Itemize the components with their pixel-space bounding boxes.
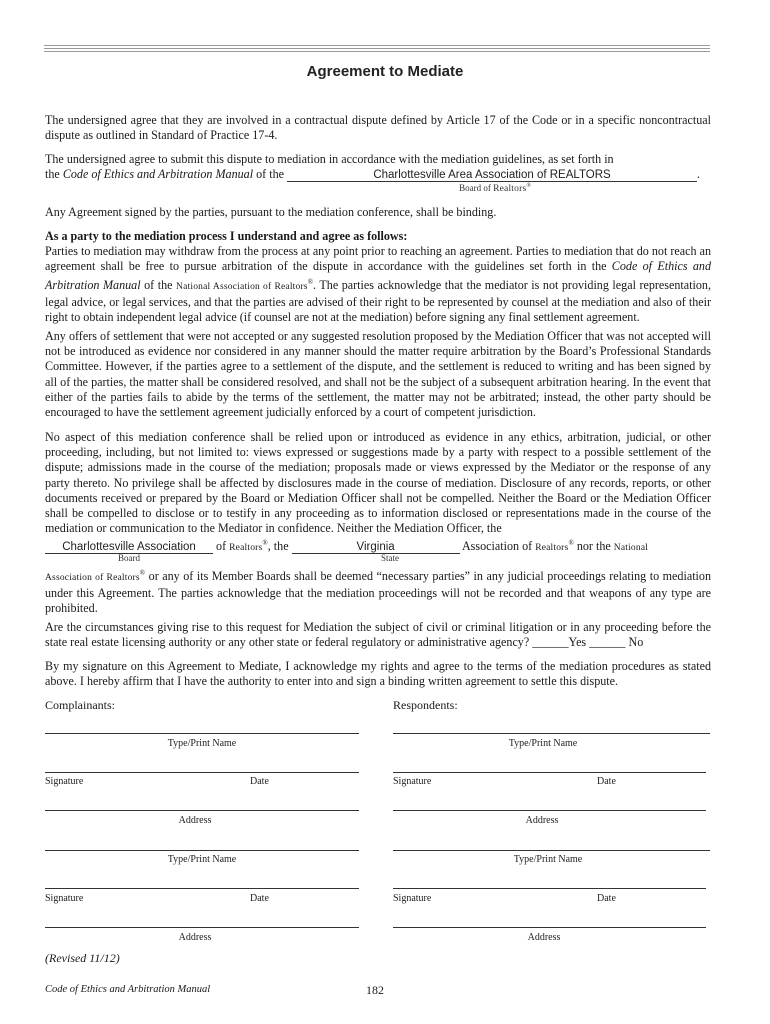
complainant-1-address-line[interactable] bbox=[45, 810, 359, 811]
signature-label: Signature bbox=[393, 776, 432, 787]
paragraph-line: The undersigned agree to submit this dispute to mediation in accordance with the mediation guidelines, as set forth in bbox=[45, 152, 614, 166]
complainant-1-name-line[interactable] bbox=[45, 733, 359, 734]
complainant-2-address-line[interactable] bbox=[45, 927, 359, 928]
respondent-2-signature-line[interactable] bbox=[393, 888, 706, 889]
respondent-1-name-line[interactable] bbox=[393, 733, 710, 734]
signature-label: Signature bbox=[45, 893, 84, 904]
type-print-name-label: Type/Print Name bbox=[167, 738, 237, 749]
paragraph-litigation-question: Are the circumstances giving rise to this request for Mediation the subject of civil or criminal litigation or in any proceeding before the state real estate licensing authority or any other state or federal regulatory or administrative agency? ______Yes ______ No bbox=[45, 620, 711, 650]
paragraph-signature-acknowledgement: By my signature on this Agreement to Mediate, I acknowledge my rights and agree to the terms of the mediation procedures as stated above. I hereby affirm that I have the authority to enter into and sign a binding written agreement to settle this dispute. bbox=[45, 659, 711, 689]
manual-title: Code of Ethics and Arbitration Manual bbox=[45, 259, 711, 292]
board-field[interactable]: Charlottesville Association bbox=[45, 541, 213, 554]
paragraph-submit-to-mediation bbox=[45, 152, 711, 182]
board-caption: Board bbox=[118, 553, 140, 563]
manual-title: Code of Ethics and Arbitration Manual bbox=[62, 167, 254, 182]
header-rule-bottom bbox=[44, 51, 710, 52]
complainant-1-signature-line[interactable] bbox=[45, 772, 359, 773]
signature-label: Signature bbox=[45, 776, 84, 787]
respondent-2-name-line[interactable] bbox=[393, 850, 710, 851]
address-label: Address bbox=[525, 815, 559, 826]
page-title: Agreement to Mediate bbox=[306, 63, 464, 80]
respondent-1-signature-line[interactable] bbox=[393, 772, 706, 773]
type-print-name-label: Type/Print Name bbox=[508, 738, 578, 749]
board-caption: Board of Realtors® bbox=[459, 183, 531, 194]
state-field[interactable]: Virginia bbox=[292, 541, 460, 554]
header-rule-top bbox=[44, 45, 710, 46]
address-label: Address bbox=[178, 815, 212, 826]
date-label: Date bbox=[597, 776, 616, 787]
board-name-field[interactable]: Charlottesville Area Association of REALTORS bbox=[287, 169, 697, 182]
date-label: Date bbox=[250, 893, 269, 904]
paragraph-line: the Code of Ethics and Arbitration Manual of the Charlottesville Area Association of REALTORS . bbox=[45, 167, 701, 182]
yes-blank[interactable]: ______ bbox=[532, 635, 569, 650]
respondents-heading: Respondents: bbox=[393, 698, 458, 712]
paragraph-confidentiality: No aspect of this mediation conference shall be relied upon or introduced as evidence in any ethics, arbitration, judicial, or other proceeding, including, but not limited to: views expressed or suggestions made by a party with respect to a possible settlement of the dispute; admissions made in the course of the mediation; proposals made or views expressed by the Mediator or the response of any party thereto. No privilege shall be affected by disclosures made in the course of mediation. Disclosure of any records, reports, or other documents received or prepared by the Board or Mediation Officer shall not be compelled. Neither the Board or the Mediation Officer shall be compelled to disclose or to testify in any proceeding as to information disclosed or representations made in the course of the mediation or communication to the Mediator in confidence. Neither the Mediation Officer, the Charlottesville Association of Realtors®, the Virginia Association of Realtors® nor the National bbox=[45, 430, 711, 554]
paragraph-settlement-offers: Any offers of settlement that were not accepted or any suggested resolution proposed by the Mediation Officer that was not accepted will not be introduced as evidence nor considered in any manner should the matter require arbitration by the Board’s Professional Standards Committee. However, if the parties agree to a settlement of the dispute, and the settlement is reduced to writing and has been signed by all of the parties, the matter shall be considered resolved, and shall not be the subject of a subsequent arbitration hearing. In the event that either of the parties fails to abide by the terms of the settlement, the matter may not be arbitrated; instead, the other party should be encouraged to have the settlement agreement judicially enforced by a court of competent jurisdiction. bbox=[45, 329, 711, 420]
complainants-heading: Complainants: bbox=[45, 698, 115, 712]
section-heading: As a party to the mediation process I understand and agree as follows: bbox=[45, 229, 408, 243]
date-label: Date bbox=[597, 893, 616, 904]
revision-note: (Revised 11/12) bbox=[45, 951, 120, 965]
footer-manual-title: Code of Ethics and Arbitration Manual bbox=[45, 984, 211, 995]
paragraph-binding: Any Agreement signed by the parties, pursuant to the mediation conference, shall be binding. bbox=[45, 205, 497, 219]
type-print-name-label: Type/Print Name bbox=[513, 854, 583, 865]
no-label: No bbox=[628, 635, 644, 650]
paragraph-understanding: As a party to the mediation process I understand and agree as follows: Parties to mediation may withdraw from the process at any point prior to reaching an agreement. Parties to mediation that do not reach an agreement shall be free to pursue arbitration of the dispute in accordance with the guidelines set forth in the Code of Ethics and Arbitration Manual of the National Association of Realtors®. The parties acknowledge that the mediator is not providing legal representation, legal advice, or legal services, and that the parties are advised of their right to be represented by counsel at the mediation and also of their right to obtain independent legal advice (if counsel are not at the mediation) before signing any final settlement agreement. bbox=[45, 229, 711, 325]
paragraph-dispute-definition: The undersigned agree that they are involved in a contractual dispute defined by Article 17 of the Code or in a specific noncontractual dispute as outlined in Standard of Practice 17-4. bbox=[45, 113, 711, 143]
date-label: Date bbox=[250, 776, 269, 787]
header-rule-middle bbox=[44, 48, 710, 49]
signature-label: Signature bbox=[393, 893, 432, 904]
address-label: Address bbox=[527, 932, 561, 943]
yes-label: Yes bbox=[568, 635, 587, 650]
respondent-1-address-line[interactable] bbox=[393, 810, 706, 811]
complainant-2-signature-line[interactable] bbox=[45, 888, 359, 889]
address-label: Address bbox=[178, 932, 212, 943]
page-number: 182 bbox=[366, 983, 384, 997]
nar-name: National Association of Realtors bbox=[176, 281, 308, 292]
no-blank[interactable]: ______ bbox=[589, 635, 626, 650]
paragraph-necessary-parties: Association of Realtors® or any of its Member Boards shall be deemed “necessary parties” in any judicial proceedings relating to mediation under this Agreement. The parties acknowledge that the mediation proceedings will not be recorded and that weapons of any type are prohibited. bbox=[45, 569, 712, 616]
type-print-name-label: Type/Print Name bbox=[167, 854, 237, 865]
complainant-2-name-line[interactable] bbox=[45, 850, 359, 851]
respondent-2-address-line[interactable] bbox=[393, 927, 706, 928]
state-caption: State bbox=[381, 553, 399, 563]
